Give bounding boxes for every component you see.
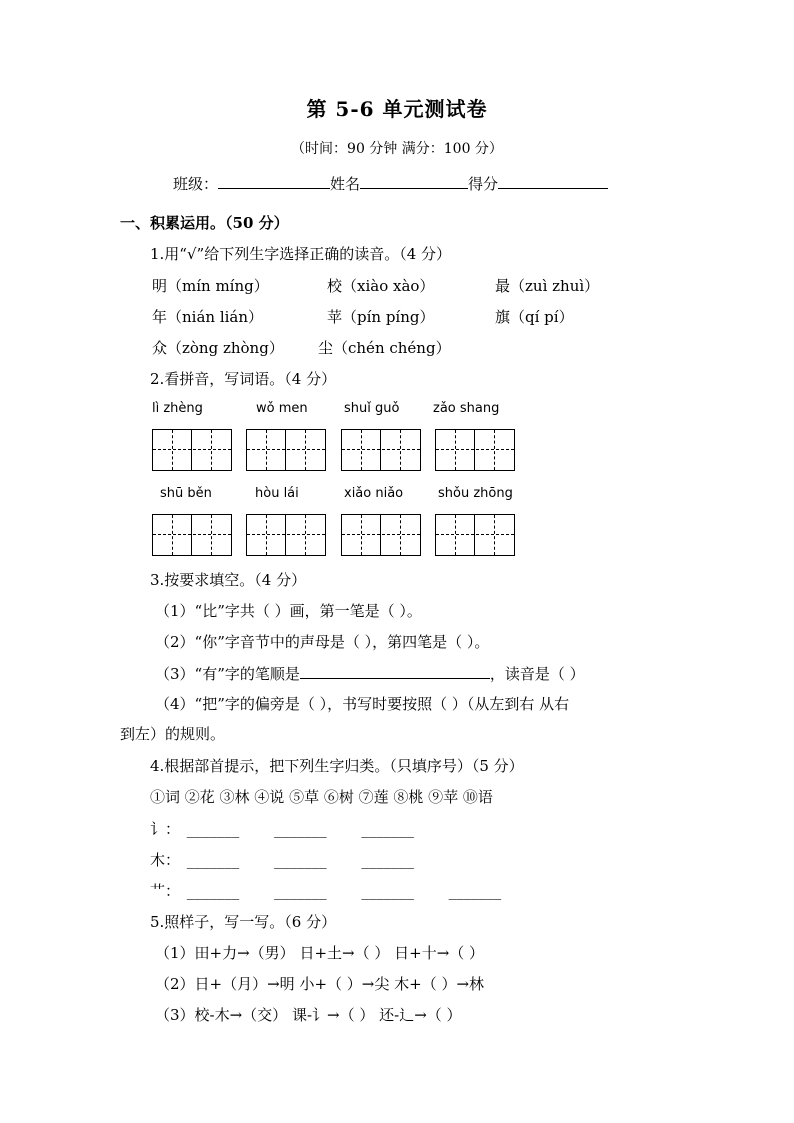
q1-item: 尘（chén chéng） [318,339,451,357]
student-info-line [173,172,608,194]
name-field[interactable] [360,172,468,189]
q3-line-3b: ，读音是（ ） [489,665,585,683]
q3-line: （1）“比”字共（ ）画，第一笔是（ ）。 [155,602,422,620]
writing-grid[interactable] [435,514,515,556]
answer-blank[interactable]: _______ [274,882,327,900]
q5-line: （1）田+力→（男） 日+土→（ ） 日+十→（ ） [155,944,485,962]
q1-item: 众（zòng zhòng） [152,339,284,357]
q5-line: （2）日+（月）→明 小+（ ）→尖 木+（ ）→林 [155,975,485,993]
writing-grid[interactable] [341,514,421,556]
pinyin-label: shǒu zhōng [438,486,513,501]
pinyin-label: hòu lái [255,486,299,501]
pinyin-label: zǎo shang [433,401,500,416]
class-field[interactable] [218,172,330,189]
pinyin-label: lì zhèng [152,401,203,416]
stroke-order-field[interactable] [300,662,490,679]
writing-grid[interactable] [246,429,326,471]
answer-blank[interactable]: _______ [361,820,414,838]
answer-blank[interactable]: _______ [186,851,240,869]
writing-grid[interactable] [435,429,515,471]
q1-item: 旗（qí pí） [495,308,574,326]
pinyin-label: xiǎo niǎo [344,486,404,501]
page-title: 第 5-6 单元测试卷 [306,97,488,121]
q3-line: （2）“你”字音节中的声母是（ ），第四笔是（ ）。 [155,633,490,651]
question-1-prompt: 1.用“√”给下列生字选择正确的读音。（4 分） [150,245,452,263]
radical-label: 艹： [150,882,181,900]
answer-blank[interactable]: _______ [361,882,414,900]
q3-line: （4）“把”字的偏旁是（ ），书写时要按照（ ）（从左到右 从右 [155,695,570,713]
question-2-prompt: 2.看拼音，写词语。（4 分） [150,370,337,388]
q1-item: 明（mín míng） [152,277,269,295]
writing-grid[interactable] [152,514,232,556]
answer-blank[interactable]: _______ [361,851,414,869]
name-label: 姓名 [330,175,361,193]
q4-characters: ①词 ②花 ③林 ④说 ⑤草 ⑥树 ⑦莲 ⑧桃 ⑨苹 ⑩语 [150,788,493,806]
score-label: 得分 [468,175,499,193]
class-label: 班级： [173,175,219,193]
q1-item: 苹（pín píng） [327,308,435,326]
answer-blank[interactable]: _______ [186,820,240,838]
q3-line-3a: （3）“有”字的笔顺是 [155,665,300,683]
q4-radical-row [150,880,501,901]
q1-item: 年（nián lián） [152,308,264,326]
q3-line-3 [155,662,585,684]
answer-blank[interactable]: _______ [186,882,240,900]
pinyin-label: wǒ men [256,401,308,416]
radical-label: 木： [150,851,181,869]
writing-grid[interactable] [152,429,232,471]
answer-blank[interactable]: _______ [274,820,327,838]
section-heading: 一、积累运用。（50 分） [120,214,289,232]
question-5-prompt: 5.照样子，写一写。（6 分） [150,913,337,931]
q5-line: （3）校-木→（交） 课-讠→（ ） 还-辶→（ ） [155,1006,462,1024]
q3-line-continued: 到左）的规则。 [120,725,226,743]
q1-item: 校（xiào xào） [327,277,435,295]
answer-blank[interactable]: _______ [274,851,327,869]
q4-radical-row [150,818,414,839]
answer-blank[interactable]: _______ [448,882,502,900]
pinyin-label: shū běn [160,486,212,501]
q1-item: 最（zuì zhuì） [495,277,600,295]
q4-radical-row [150,849,414,870]
radical-label: 讠： [150,820,181,838]
question-4-prompt: 4.根据部首提示，把下列生字归类。（只填序号）（5 分） [150,757,524,775]
pinyin-label: shuǐ guǒ [344,401,400,416]
score-field[interactable] [498,172,608,189]
exam-time-score: （时间：90 分钟 满分：100 分） [291,141,503,157]
question-3-prompt: 3.按要求填空。（4 分） [150,571,307,589]
writing-grid[interactable] [341,429,421,471]
writing-grid[interactable] [246,514,326,556]
